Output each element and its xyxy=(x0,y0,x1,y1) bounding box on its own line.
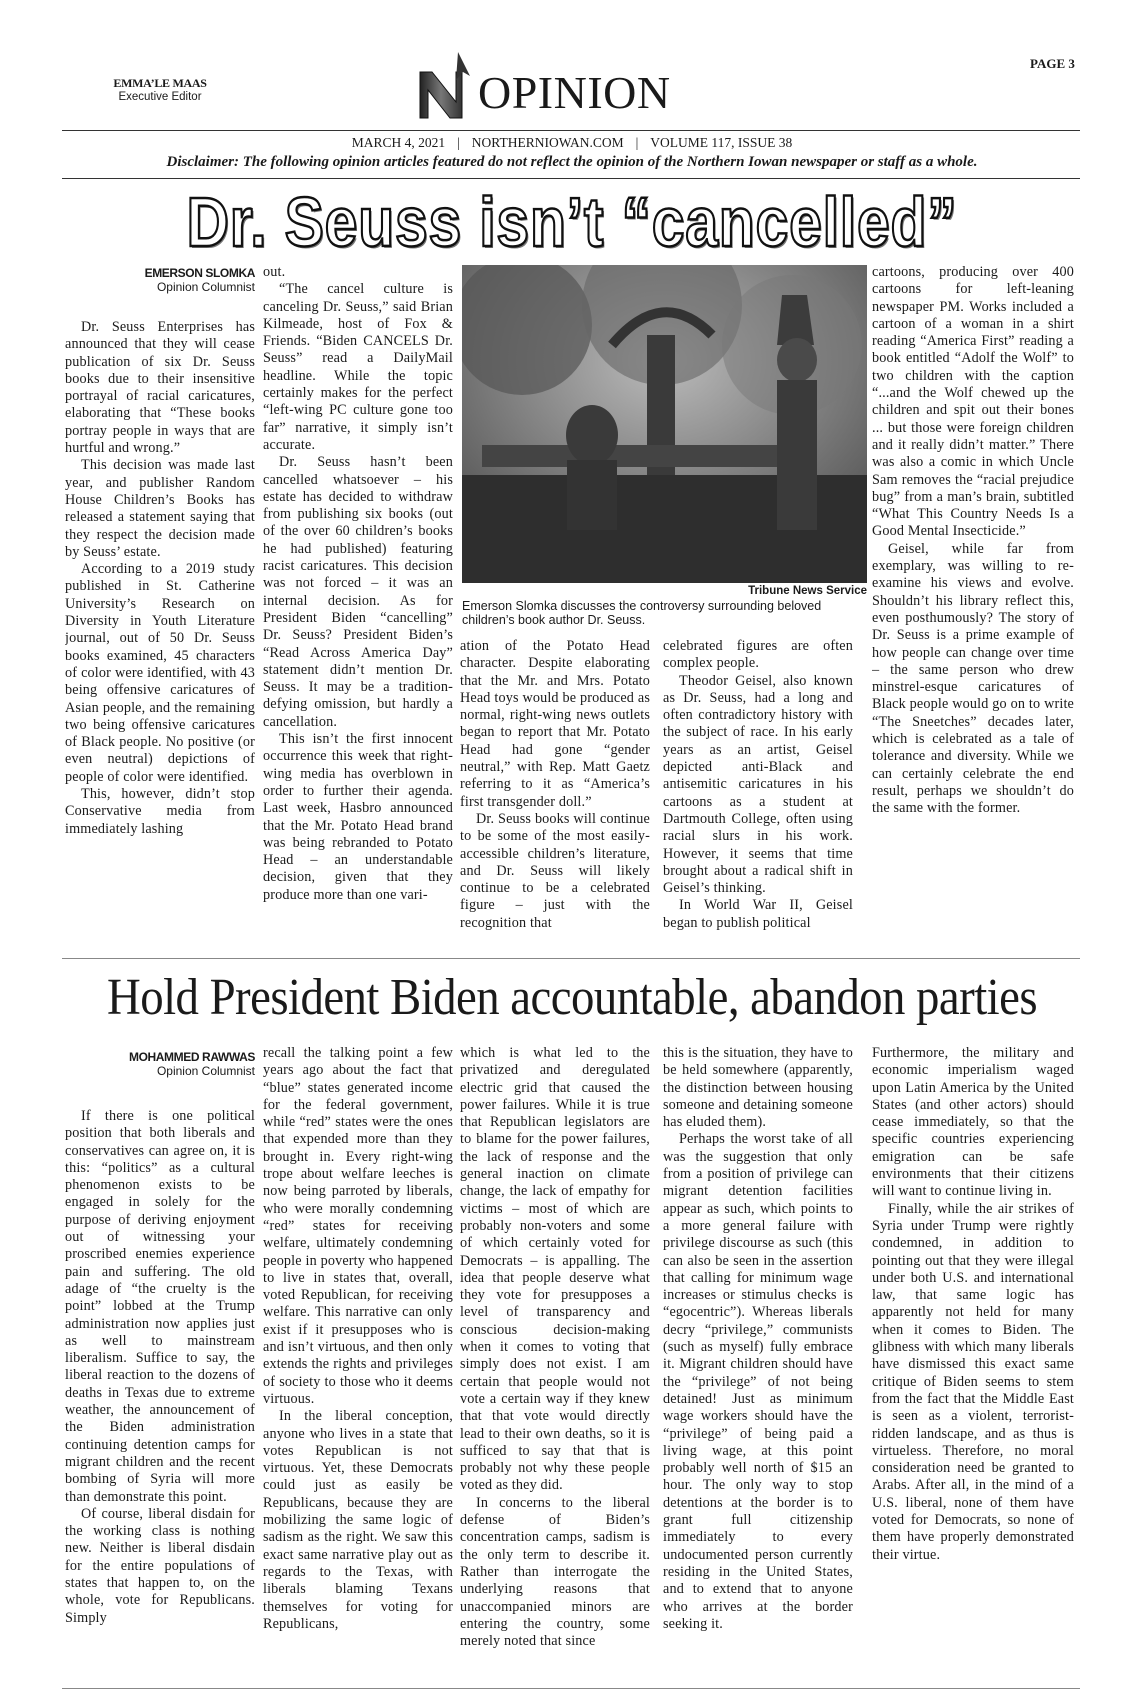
article2-column-4 xyxy=(663,1045,853,1668)
article2-column-3 xyxy=(460,1045,650,1668)
author-title: Opinion Columnist xyxy=(156,280,255,294)
article1-headline: Dr. Seuss isn’t “cancelled” xyxy=(186,183,958,261)
issue-date: MARCH 4, 2021 xyxy=(351,135,446,150)
paragraph: this is the situation, they have to be held somewhere (apparently, the distinction between housing someone and detaining someone has eluded them). xyxy=(663,1045,853,1131)
article2-column-5 xyxy=(872,1045,1074,1668)
website-link[interactable]: NORTHERNIOWAN.COM xyxy=(471,135,624,150)
section-title: OPINION xyxy=(478,67,671,118)
paragraph: “The cancel culture is canceling Dr. Seuss,” said Brian Kilmeade, host of Fox & Friends. “Biden CANCELS Dr. Seuss” read a DailyMail headline. While the topic certainly makes for the perfect “left-wing PC culture gone too far” narrative, it simply isn’t accurate. xyxy=(263,281,453,453)
editor-name: EMMA’LE MAAS xyxy=(113,76,207,90)
paragraph: In World War II, Geisel began to publish political xyxy=(663,897,853,931)
article2-column-1 xyxy=(65,1108,255,1668)
article-divider xyxy=(62,958,1080,959)
paragraph: ation of the Potato Head character. Despite elaborating that the Mr. and Mrs. Potato Head toys would be produced as normal, right-wing news outlets began to report that Mr. Potato Head had gone “gender neutral,” with Rep. Matt Gaetz referring to it as “America’s first transgender doll.” xyxy=(460,638,650,810)
separator: | xyxy=(635,135,639,150)
article1-byline xyxy=(62,266,255,294)
volume-issue: VOLUME 117, ISSUE 38 xyxy=(650,135,793,150)
paragraph: In the liberal conception, anyone who lives in a state that votes Republican is not virtuous. Yet, these Democrats could just as easily be Republicans, because they are mobilizing the same logic of sadism as the right. We saw this exact same narrative play out as regards to the Texas, with liberals blaming Texans themselves for voting for Republicans, xyxy=(263,1408,453,1632)
header-rule xyxy=(62,130,1080,131)
paragraph: Of course, liberal disdain for the working class is nothing new. Neither is liberal disdain for the entire populations of states that happen to, on the whole, vote for Republicans. Simply xyxy=(65,1505,255,1626)
separator: | xyxy=(457,135,460,150)
article1-photo xyxy=(462,265,867,583)
disclaimer: Disclaimer: The following opinion articles featured do not reflect the opinion of the Northern Iowan newspaper or staff as a whole. xyxy=(166,154,978,170)
dateline xyxy=(0,135,1144,151)
article1-column-1 xyxy=(65,319,255,944)
article1-column-3 xyxy=(460,638,650,944)
paragraph: Finally, while the air strikes of Syria under Trump were rightly condemned, in addition to pointing out that they were illegal under both U.S. and international law, that same logic has apparently not held for many when it comes to Biden. The glibness with which many liberals have dismissed this exact same critique of Biden seems to stem from the fact that the Middle East is seen as a violent, terrorist-ridden landscape, and as thus is virtueless. Therefore, no moral consideration need be granted to Arabs. After all, in the mind of a U.S. liberal, none of them have voted for Democrats, so none of them have properly demonstrated their virtue. xyxy=(872,1200,1074,1563)
author-name: EMERSON SLOMKA xyxy=(144,266,255,280)
article2-headline: Hold President Biden accountable, abandon parties xyxy=(106,969,1038,1026)
article2-column-2 xyxy=(263,1045,453,1668)
paragraph: out. xyxy=(263,264,286,280)
paragraph: Dr. Seuss Enterprises has announced that they will cease publication of six Dr. Seuss books due to their insensitive portrayal of racial caricatures, elaborating that “These books portray people in ways that are hurtful and wrong.” xyxy=(65,319,255,457)
article1-column-4 xyxy=(663,638,853,944)
paragraph: This isn’t the first innocent occurrence this week that right-wing media has overblown in order to further their agenda. Last week, Hasbro announced that the Mr. Potato Head brand was being rebranded to Potato Head – an understandable decision, given that they produce more than one vari- xyxy=(263,731,453,903)
author-name: MOHAMMED RAWWAS xyxy=(129,1050,255,1064)
page-number: PAGE 3 xyxy=(1030,56,1075,71)
paragraph: This decision was made last year, and publisher Random House Children’s Books has released a statement saying that they respect the decision made by Seuss’ estate. xyxy=(65,457,255,560)
paragraph: Dr. Seuss books will continue to be some of the most easily-accessible children’s literature, and Dr. Seuss will likely continue to be a celebrated figure – just with the recognition that xyxy=(460,810,650,931)
paragraph: Theodor Geisel, also known as Dr. Seuss, had a long and often contradictory history with the subject of race. In his early years as an artist, Geisel depicted anti-Black and antisemitic caricatures in his cartoons as a student at Dartmouth College, often using racial slurs in his work. However, it seems that time brought about a radical shift in Geisel’s thinking. xyxy=(663,672,853,897)
photo-caption: Emerson Slomka discusses the controversy surrounding beloved children’s book author Dr. Seuss. xyxy=(462,599,822,627)
paragraph: If there is one political position that both liberals and conservatives can agree on, it is this: “politics” as a cultural phenomenon exists to be engaged in solely for the purpose of deriving enjoyment out of witnessing your proscribed enemies experience pain and suffering. The old adage of “the cruelty is the point” lobbed at the Trump administration now applies just as well to mainstream liberalism. Suffice to say, the liberal reaction to the dozens of deaths in Texas due to extreme weather, the announcement of the Biden administration continuing detention camps for migrant children and the recent bombing of Syria will more than demonstrate this point. xyxy=(65,1108,255,1505)
author-title: Opinion Columnist xyxy=(156,1064,255,1078)
paragraph: which is what led to the privatized and deregulated electric grid that caused the power failures. While it is true that Republican legislators are to blame for the power failures, the lack of response and the general inaction on climate change, the lack of empathy for victims – most of which are probably non-voters and some of which certainly voted for Democrats – is appalling. The idea that people deserve what they vote for presupposes a level of transparency and conscious decision-making when it comes to voting that simply does not exist. I am certain that people would not vote a certain way if they knew that that vote would directly lead to their own deaths, so it is sufficed to say that that is probably not why these people voted as they did. xyxy=(460,1045,650,1494)
article1-column-5 xyxy=(872,264,1074,944)
paragraph: This, however, didn’t stop Conservative media from immediately lashing xyxy=(65,786,255,837)
northern-iowan-logo-icon xyxy=(418,50,478,120)
paragraph: According to a 2019 study published in St. Catherine University’s Research on Diversity in Youth Literature journal, out of 50 Dr. Seuss books examined, 45 characters of color were identified, with 43 being offensive caricatures of Asian people, and the remaining two being offensive caricatures of Black people. No positive (or even neutral) depictions of people of color were identified. xyxy=(65,561,255,785)
photo-credit: Tribune News Service xyxy=(748,585,867,597)
article2-byline xyxy=(62,1050,255,1078)
paragraph: celebrated figures are often complex people. xyxy=(663,638,853,672)
paragraph: Geisel, while far from exemplary, was willing to re-examine his views and evolve. Shouldn’t his library reflect this, even posthumously? The story of Dr. Seuss is a prime example of how people can change over time – the same person who drew minstrel-esque caricatures of Black people would go on to write “The Sneetches” decades later, which is celebrated as a tale of tolerance and diversity. While we can certainly celebrate the end result, perhaps we shouldn’t do the same with the former. xyxy=(872,540,1074,817)
article1-column-2 xyxy=(263,264,453,944)
editor-title: Executive Editor xyxy=(118,91,202,103)
paragraph: Dr. Seuss hasn’t been cancelled whatsoever – his estate has decided to withdraw from publishing six books (out of the over 60 children’s books he had published) featuring racist caricatures. This decision was not forced – it was an internal decision. As for President Biden “cancelling” Dr. Seuss? President Biden’s “Read Across America Day” statement didn’t mention Dr. Seuss. It may be a tradition-defying omission, but hardly a cancellation. xyxy=(263,454,453,730)
paragraph: In concerns to the liberal defense of Biden’s concentration camps, sadism is the only term to describe it. Rather than interrogate the underlying reasons that unaccompanied minors are entering the country, some merely noted that since xyxy=(460,1494,650,1650)
paragraph: Furthermore, the military and economic imperialism waged upon Latin America by the United States (and other actors) should cease immediately, so that the specific countries experiencing emigration can be safe environments that their citizens will want to continue living in. xyxy=(872,1045,1074,1200)
paragraph: recall the talking point a few years ago about the fact that “blue” states generated income for the federal government, while “red” states were the ones that expended more than they brought in. Every right-wing trope about welfare leeches is now being parroted by liberals, who were morally condemning “red” states for receiving welfare, ultimately condemning people in poverty who happened to live in states that, overall, voted Republican, for receiving welfare. This narrative can only exist if it presupposes who is and isn’t virtuous, and then only extends the rights and privileges of society to those who it deems virtuous. xyxy=(263,1045,453,1407)
footer-rule xyxy=(62,1688,1080,1689)
header-rule xyxy=(62,178,1080,179)
paragraph: Perhaps the worst take of all was the suggestion that only from a position of privilege can migrant detention facilities appear as such, which points to a more general failure with privilege discourse as such (this can also be seen in the assertion that calling for minimum wage increases or stimulus checks is “egocentric”). Whereas liberals decry “privilege,” communists (such as myself) fully embrace it. Migrant children should have the “privilege” of not being detained! Just as minimum wage workers should have the “privilege” of being paid a living wage, at this point probably well north of $15 an hour. The only way to stop detentions at the border is to grant full citizenship immediately to every undocumented person currently residing in the United States, and to extend that to anyone who arrives at the border seeking it. xyxy=(663,1131,853,1632)
paragraph: cartoons, producing over 400 cartoons for left-leaning newspaper PM. Works included a cartoon of a woman in a shirt reading “America First” reading a book entitled “Adolf the Wolf” to two children with the caption “...and the Wolf chewed up the children and spit out their bones ... but those were foreign children and it really didn’t matter.” There was also a comic in which Uncle Sam removes the “racial prejudice bug” from a man’s brain, subtitled “What This Country Needs Is a Good Mental Insecticide.” xyxy=(872,264,1074,540)
editor-credit xyxy=(100,76,220,103)
